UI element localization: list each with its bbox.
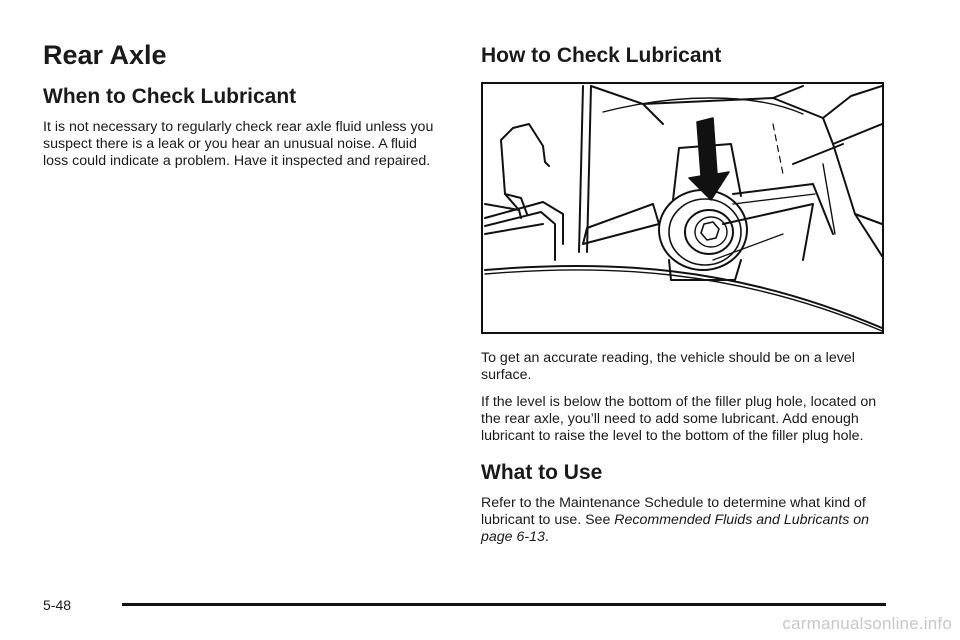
section-heading-when: When to Check Lubricant	[43, 85, 297, 109]
illustration-svg	[483, 84, 882, 332]
filler-plug-illustration	[481, 82, 884, 334]
footer-rule	[122, 603, 886, 606]
left-column	[43, 40, 443, 180]
paragraph-filler-plug: If the level is below the bottom of the filler plug hole, located on the rear axle, you’ll need to add some lubricant. Add enough lubricant to raise the level to the bottom of the filler plug hole.	[481, 394, 877, 445]
cross-reference-link[interactable]: Recommended Fluids and Lubricants on page 6-13	[481, 512, 870, 546]
page-number: 5-48	[43, 597, 72, 613]
paragraph-accurate-reading: To get an accurate reading, the vehicle should be on a level surface.	[481, 350, 855, 384]
watermark: carmanualsonline.info	[782, 614, 952, 633]
page-title: Rear Axle	[43, 40, 167, 70]
section-heading-how: How to Check Lubricant	[481, 44, 722, 67]
paragraph-what-to-use	[481, 495, 886, 546]
what-text-lead: Refer to the Maintenance Schedule to determine what kind of lubricant to use. See	[481, 495, 866, 529]
arrow-down-icon	[689, 118, 729, 200]
section-text-when: It is not necessary to regularly check rear axle fluid unless you suspect there is a leak or you hear an unusual noise. A fluid loss could indicate a problem. Have it inspected and repaired.	[43, 119, 434, 170]
right-column	[481, 44, 886, 556]
what-text-end: .	[544, 529, 549, 546]
section-heading-what: What to Use	[481, 461, 603, 485]
